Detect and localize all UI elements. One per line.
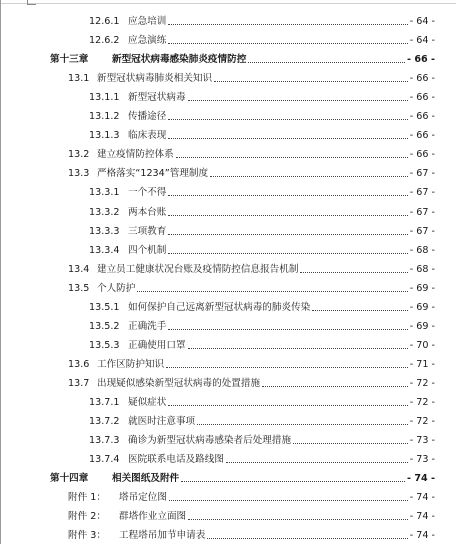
toc-entry-number: 13.7 bbox=[68, 377, 90, 389]
toc-entry[interactable] bbox=[1, 465, 456, 484]
toc-entry-number: 13.7.4 bbox=[89, 454, 120, 466]
toc-entry-page-number: - 69 - bbox=[409, 282, 435, 294]
toc-entry-title: 严格落实“1234”管理制度 bbox=[97, 168, 209, 180]
toc-entry-title: 应急培训 bbox=[128, 16, 167, 27]
toc-entry-title: 传播途径 bbox=[128, 111, 167, 123]
toc-entry-number: 13.3.4 bbox=[89, 244, 120, 256]
toc-entry-title: 相关图纸及附件 bbox=[112, 473, 180, 485]
toc-entry-title: 塔吊定位图 bbox=[119, 492, 167, 504]
toc-entry-number: 附件 1： bbox=[68, 492, 106, 504]
toc-entry-title: 出现疑似感染新型冠状病毒的处置措施 bbox=[97, 377, 261, 389]
dot-leader bbox=[168, 405, 407, 406]
toc-entry[interactable] bbox=[1, 503, 456, 522]
toc-entry[interactable] bbox=[1, 199, 456, 218]
toc-entry-title: 正确使用口罩 bbox=[128, 339, 186, 351]
toc-entry-number: 附件 3： bbox=[68, 530, 106, 542]
toc-entry-title: 两本台账 bbox=[128, 206, 167, 218]
toc-entry-title: 医院联系电话及路线图 bbox=[128, 454, 224, 466]
toc-entry-page-number: - 68 - bbox=[409, 244, 435, 256]
dot-leader bbox=[188, 519, 408, 520]
toc-entry[interactable] bbox=[1, 160, 456, 179]
toc-entry-page-number: - 73 - bbox=[409, 435, 435, 447]
toc-entry[interactable] bbox=[1, 65, 456, 84]
toc-entry[interactable] bbox=[1, 103, 456, 122]
toc-entry[interactable] bbox=[1, 522, 456, 541]
dot-leader bbox=[210, 176, 408, 177]
dot-leader bbox=[137, 291, 407, 292]
toc-entry-number: 13.4 bbox=[68, 263, 90, 275]
toc-entry-page-number: - 74 - bbox=[409, 511, 435, 523]
page-top-edge bbox=[1, 0, 456, 4]
toc-entry[interactable] bbox=[1, 389, 456, 408]
toc-entry-page-number: - 74 - bbox=[409, 492, 435, 504]
margin-crop-mark bbox=[27, 0, 36, 5]
toc-entry-number: 12.6.1 bbox=[89, 16, 120, 27]
toc-entry[interactable] bbox=[1, 27, 456, 46]
toc-entry-title: 新型冠状病毒 bbox=[128, 92, 186, 104]
toc-entry-title: 新型冠状病毒感染肺炎疫情防控 bbox=[112, 54, 247, 66]
toc-entry-number: 第十三章 bbox=[50, 54, 89, 66]
dot-leader bbox=[248, 62, 405, 63]
dot-leader bbox=[168, 195, 407, 196]
toc-entry-number: 13.6 bbox=[68, 358, 90, 370]
toc-entry-page-number: - 74 - bbox=[407, 473, 435, 485]
dot-leader bbox=[166, 367, 408, 368]
toc-entry-page-number: - 69 - bbox=[409, 320, 435, 332]
toc-entry-number: 13.5.3 bbox=[89, 339, 120, 351]
toc-entry[interactable] bbox=[1, 294, 456, 313]
toc-entry-title: 群塔作业立面图 bbox=[119, 511, 187, 523]
dot-leader bbox=[300, 272, 407, 273]
dot-leader bbox=[188, 100, 408, 101]
toc-entry-title: 建立疫情防控体系 bbox=[97, 149, 174, 161]
toc-entry[interactable] bbox=[1, 484, 456, 503]
toc-entry-title: 工作区防护知识 bbox=[97, 358, 165, 370]
toc-entry-title: 三项教育 bbox=[128, 225, 167, 237]
toc-entry-number: 13.3 bbox=[68, 168, 90, 180]
toc-entry-title: 就医时注意事项 bbox=[128, 416, 196, 428]
dot-leader bbox=[168, 329, 407, 330]
toc-entry-page-number: - 66 - bbox=[409, 130, 435, 142]
toc-entry-page-number: - 68 - bbox=[409, 263, 435, 275]
toc-entry-number: 12.6.2 bbox=[89, 35, 120, 47]
toc-entry-page-number: - 72 - bbox=[409, 377, 435, 389]
toc-entry-page-number: - 69 - bbox=[409, 301, 435, 313]
toc-entry[interactable] bbox=[1, 122, 456, 141]
toc-entry-page-number: - 72 - bbox=[409, 416, 435, 428]
toc-entry[interactable] bbox=[1, 370, 456, 389]
toc-entry-title: 应急演练 bbox=[128, 35, 167, 47]
dot-leader bbox=[181, 481, 405, 482]
dot-leader bbox=[168, 234, 407, 235]
toc-entry-number: 13.1.3 bbox=[89, 130, 120, 142]
dot-leader bbox=[176, 157, 408, 158]
toc-entry-page-number: - 67 - bbox=[409, 225, 435, 237]
toc-entry[interactable] bbox=[1, 427, 456, 446]
toc-entry[interactable] bbox=[1, 332, 456, 351]
toc-entry-number: 13.1.1 bbox=[89, 92, 120, 104]
toc-entry-number: 13.1 bbox=[68, 73, 90, 85]
toc-entry-title: 四个机制 bbox=[128, 244, 167, 256]
dot-leader bbox=[168, 43, 407, 44]
dot-leader bbox=[312, 310, 407, 311]
toc-entry-number: 13.3.3 bbox=[89, 225, 120, 237]
toc-entry-page-number: - 73 - bbox=[409, 454, 435, 466]
toc-entry-title: 如何保护自己远离新型冠状病毒的肺炎传染 bbox=[128, 301, 311, 313]
toc-entry-page-number: - 67 - bbox=[409, 187, 435, 199]
toc-entry-title: 个人防护 bbox=[97, 282, 136, 294]
toc-entry[interactable] bbox=[1, 408, 456, 427]
dot-leader bbox=[168, 253, 407, 254]
toc-entry-title: 一个不得 bbox=[128, 187, 167, 199]
dot-leader bbox=[262, 386, 408, 387]
toc-entry[interactable] bbox=[1, 8, 456, 27]
toc-entry-page-number: - 72 - bbox=[409, 397, 435, 408]
toc-entry-title: 建立员工健康状况台账及疫情防控信息报告机制 bbox=[97, 263, 299, 275]
toc-entry-page-number: - 66 - bbox=[409, 92, 435, 104]
toc-entry[interactable] bbox=[1, 313, 456, 332]
toc-entry[interactable] bbox=[1, 141, 456, 160]
toc-entry[interactable] bbox=[1, 179, 456, 198]
dot-leader bbox=[226, 462, 408, 463]
toc-entry-page-number: - 64 - bbox=[409, 16, 435, 27]
toc-entry-number: 13.1.2 bbox=[89, 111, 120, 123]
toc-entry-number: 13.2 bbox=[68, 149, 90, 161]
toc-entry-title: 新型冠状病毒肺炎相关知识 bbox=[97, 73, 213, 85]
toc-entry[interactable] bbox=[1, 46, 456, 65]
toc-entry-page-number: - 64 - bbox=[409, 35, 435, 47]
toc-entry-number: 13.7.1 bbox=[89, 397, 120, 408]
toc-entry-number: 13.3.1 bbox=[89, 187, 120, 199]
toc-entry-number: 13.3.2 bbox=[89, 206, 120, 218]
dot-leader bbox=[169, 500, 408, 501]
toc-entry-page-number: - 67 - bbox=[409, 168, 435, 180]
toc-entry-page-number: - 74 - bbox=[409, 530, 435, 542]
toc-entry-number: 13.7.2 bbox=[89, 416, 120, 428]
toc-entry-title: 正确洗手 bbox=[128, 320, 167, 332]
toc-entry-number: 13.7.3 bbox=[89, 435, 120, 447]
toc-entry-title: 临床表现 bbox=[128, 130, 167, 142]
toc-entry-page-number: - 66 - bbox=[409, 149, 435, 161]
toc-entry[interactable] bbox=[1, 237, 456, 256]
toc-entry[interactable] bbox=[1, 218, 456, 237]
dot-leader bbox=[168, 215, 407, 216]
dot-leader bbox=[207, 538, 407, 539]
toc-entry[interactable] bbox=[1, 84, 456, 103]
dot-leader bbox=[214, 81, 408, 82]
toc-entry-number: 第十四章 bbox=[50, 473, 89, 485]
toc-entry-title: 确诊为新型冠状病毒感染者后处理措施 bbox=[128, 435, 292, 447]
toc-entry-page-number: - 70 - bbox=[409, 339, 435, 351]
toc-entry-page-number: - 66 - bbox=[409, 111, 435, 123]
dot-leader bbox=[188, 348, 408, 349]
dot-leader bbox=[293, 443, 408, 444]
dot-leader bbox=[168, 119, 407, 120]
toc-entry-number: 13.5.1 bbox=[89, 301, 120, 313]
toc-entry-page-number: - 66 - bbox=[409, 73, 435, 85]
dot-leader bbox=[197, 424, 408, 425]
toc-entry-number: 13.5 bbox=[68, 282, 90, 294]
toc-entry[interactable] bbox=[1, 275, 456, 294]
toc-entry-page-number: - 66 - bbox=[407, 54, 435, 66]
toc-entry[interactable] bbox=[1, 446, 456, 465]
toc-entry-page-number: - 71 - bbox=[409, 358, 435, 370]
toc-entry-number: 13.5.2 bbox=[89, 320, 120, 332]
dot-leader bbox=[168, 138, 407, 139]
toc-entry[interactable] bbox=[1, 351, 456, 370]
toc-entry-title: 工程塔吊加节申请表 bbox=[119, 530, 206, 542]
toc-entry-number: 附件 2： bbox=[68, 511, 106, 523]
dot-leader bbox=[168, 24, 407, 25]
toc-entry-title: 疑似症状 bbox=[128, 397, 167, 408]
toc-entry[interactable] bbox=[1, 256, 456, 275]
toc-entry-page-number: - 67 - bbox=[409, 206, 435, 218]
